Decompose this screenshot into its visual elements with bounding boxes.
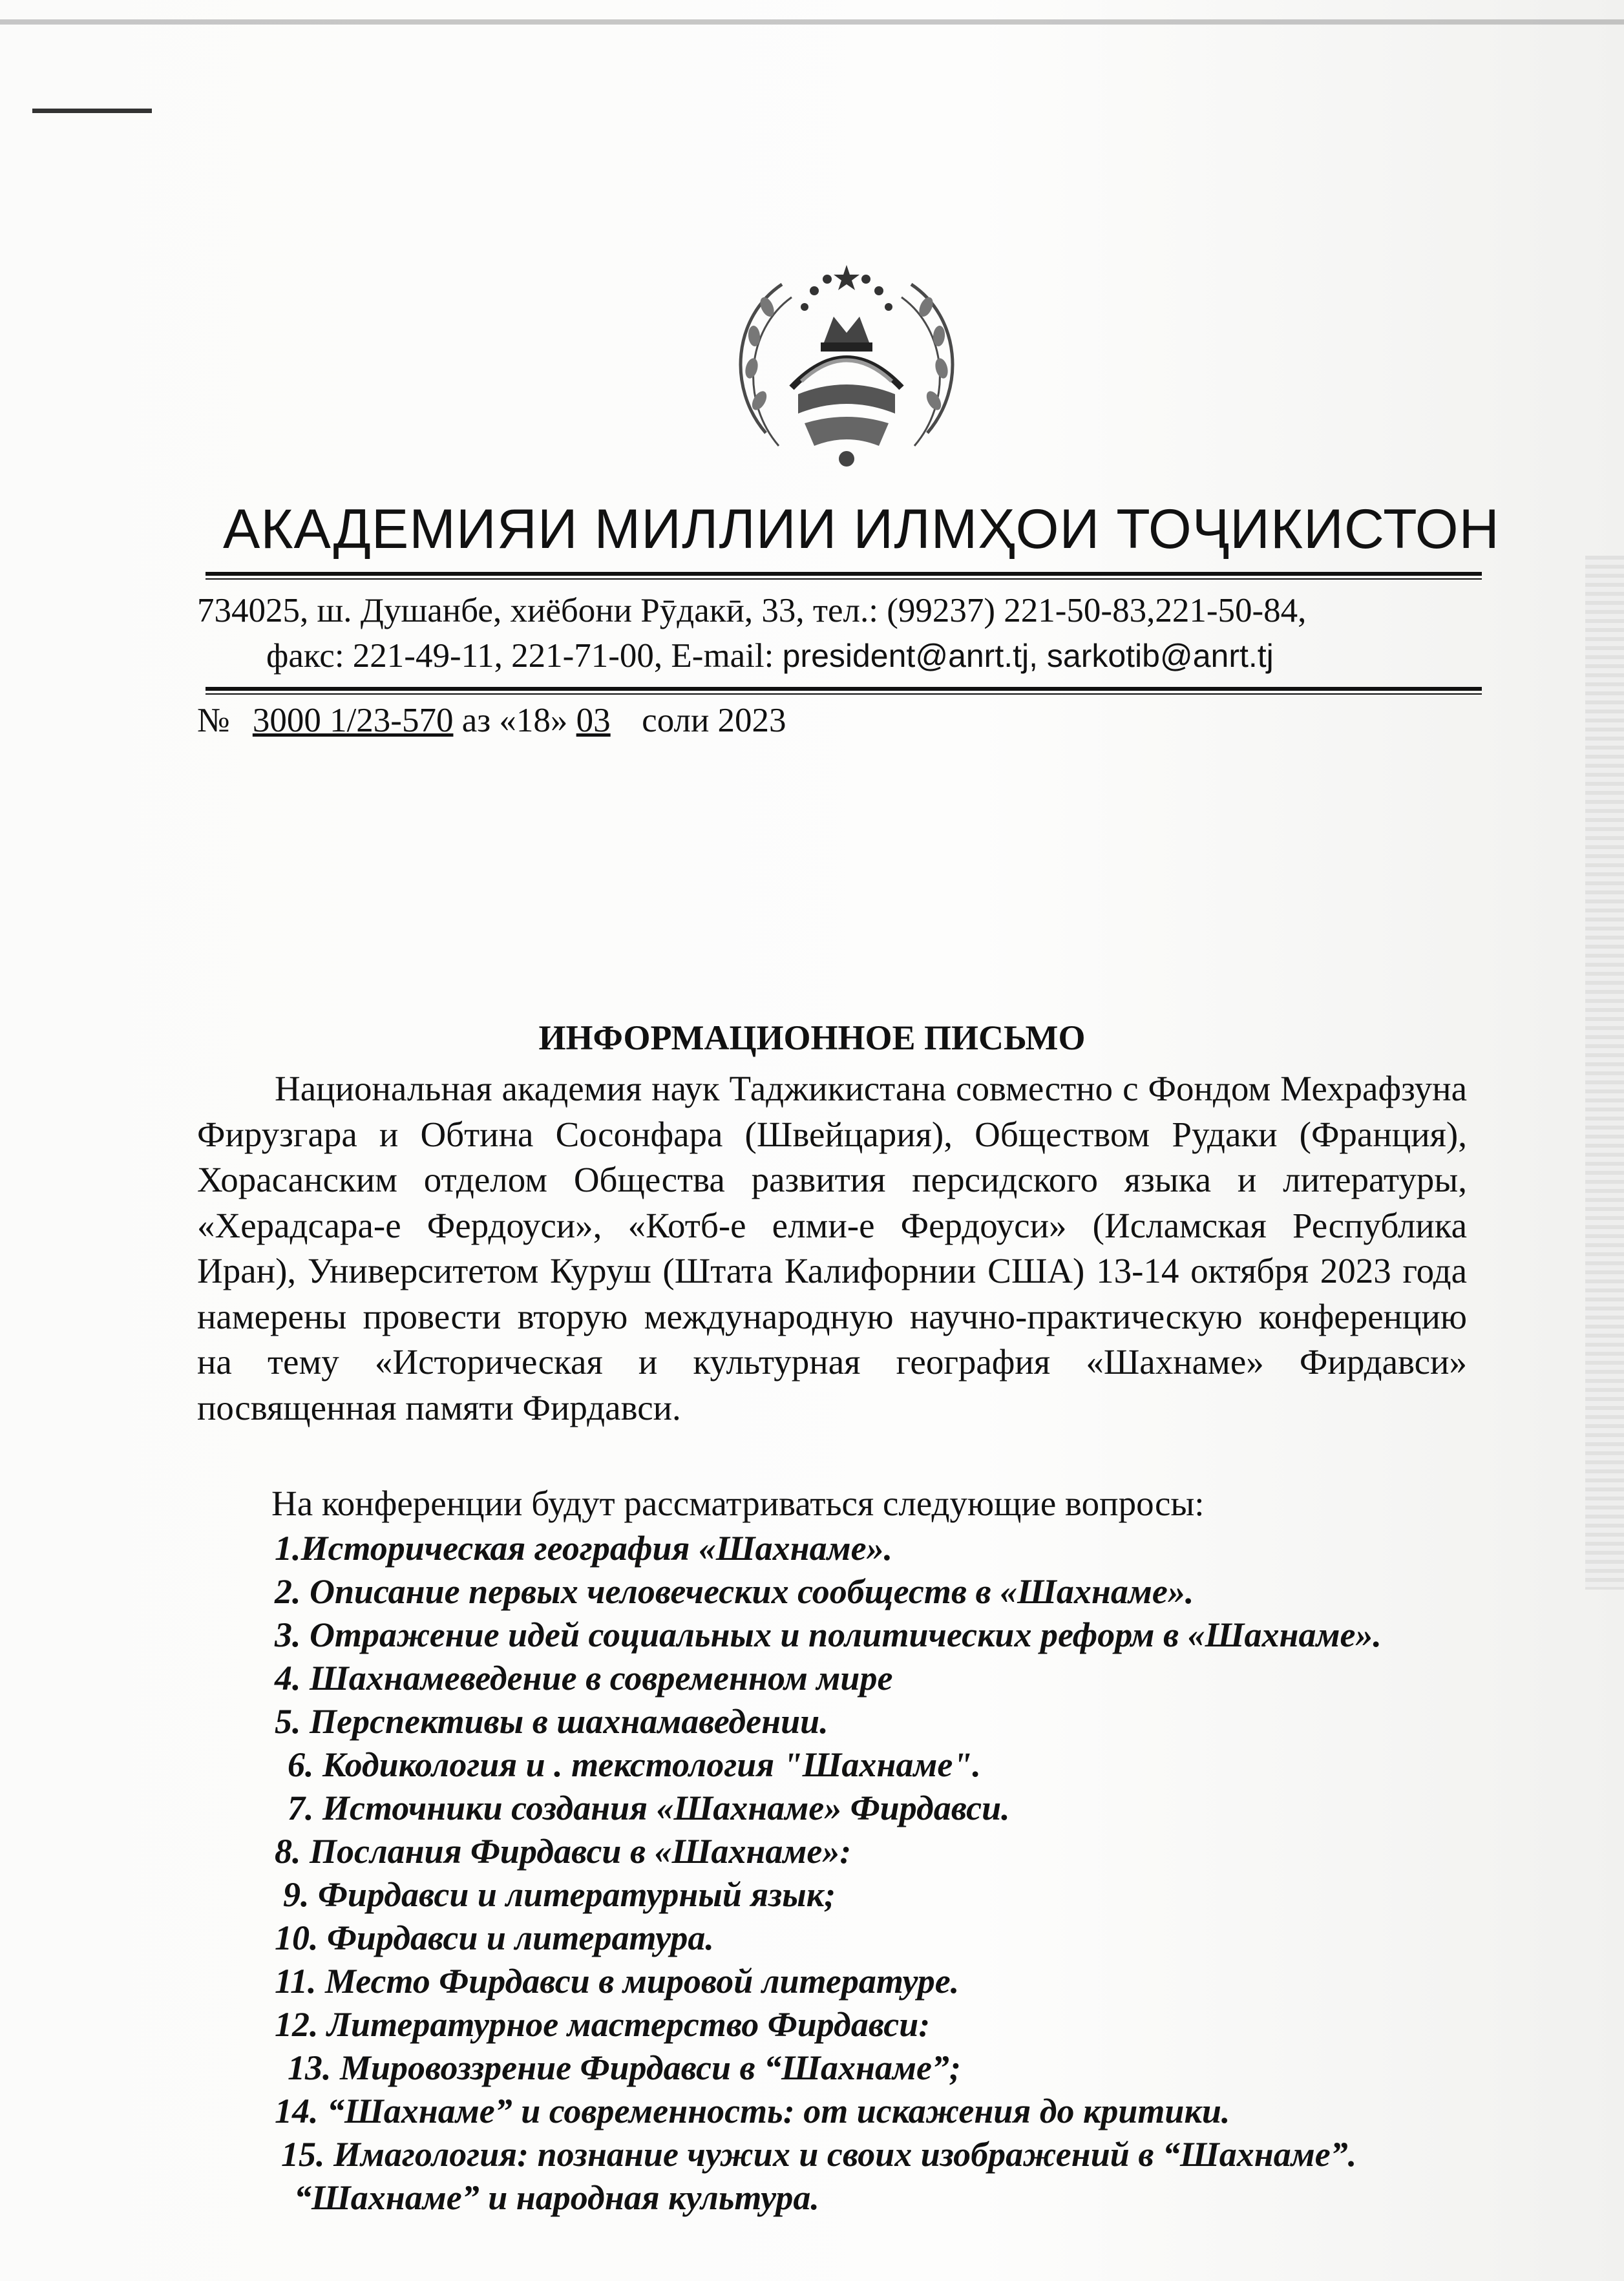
state-emblem-icon: [721, 239, 973, 475]
topic-item: 6. Кодикология и . текстология "Шахнаме".: [288, 1745, 981, 1784]
topic-item: 2. Описание первых человеческих сообществ в «Шахнаме».: [275, 1572, 1194, 1611]
header-rule-top: [206, 572, 1482, 576]
topic-item: 9. Фирдавси и литературный язык;: [283, 1875, 836, 1914]
institution-title: АКАДЕМИЯИ МИЛЛИИ ИЛМҲОИ ТОҶИКИСТОН: [223, 498, 1500, 560]
fax-label: факс: 221-49-11, 221-71-00, E-mail:: [266, 637, 783, 675]
registration-day: «18»: [499, 702, 568, 739]
topic-item: 1.Историческая география «Шахнаме».: [275, 1529, 893, 1568]
letter-title: ИНФОРМАЦИОННОЕ ПИСЬМО: [538, 1018, 1086, 1057]
topic-item: “Шахнаме” и народная культура.: [294, 2178, 819, 2217]
registration-line: [197, 701, 786, 740]
scan-top-edge: [0, 19, 1624, 25]
topic-item: 3. Отражение идей социальных и политических реформ в «Шахнаме».: [275, 1615, 1382, 1654]
topic-item: 5. Перспективы в шахнамаведении.: [275, 1702, 828, 1741]
topic-item: 4. Шахнамеведение в современном мире: [275, 1659, 893, 1698]
address-line: 734025, ш. Душанбе, хиёбони Рӯдакӣ, 33, тел.: (99237) 221-50-83,221-50-84,: [197, 592, 1307, 629]
registration-month: 03: [576, 702, 611, 739]
topic-item: 7. Источники создания «Шахнаме» Фирдавси.: [288, 1789, 1010, 1827]
topics-lead: На конференции будут рассматриваться следующие вопросы:: [271, 1484, 1205, 1523]
topic-item: 15. Имагология: познание чужих и своих изображений в “Шахнаме”.: [281, 2135, 1357, 2174]
intro-paragraph: Национальная академия наук Таджикистана совместно с Фондом Мехрафзуна Фирузгара и Обтина Сосонфара (Швейцария), Обществом Рудаки (Франция), Хорасанским отделом Общества развития персидского языка и литературы, «Херадсара-е Фердоуси», «Котб-е елми-е Фердоуси» (Исламская Республика Иран), Университетом Куруш (Штата Калифорнии США) 13-14 октября 2023 года намерены провести вторую международную научно-практическую конференцию на тему «Историческая и культурная география «Шахнаме» Фирдавси» посвященная памяти Фирдавси.: [197, 1069, 1467, 1427]
number-sign: №: [197, 702, 230, 739]
scan-left-mark: [32, 109, 152, 113]
header-rule-top-thin: [206, 578, 1482, 580]
topic-item: 12. Литературное мастерство Фирдавси:: [275, 2005, 931, 2044]
from-word: аз: [461, 702, 491, 739]
topic-item: 8. Послания Фирдавси в «Шахнаме»:: [275, 1832, 852, 1871]
topic-item: 14. “Шахнаме” и современность: от искажения до критики.: [275, 2092, 1230, 2130]
header-rule-bottom-thin: [206, 693, 1482, 695]
topic-item: 13. Мировоззрение Фирдавси в “Шахнаме”;: [288, 2048, 961, 2087]
header-rule-bottom: [206, 687, 1482, 691]
email-links: president@anrt.tj, sarkotib@anrt.tj: [782, 638, 1274, 674]
contact-line: [266, 636, 1559, 675]
topic-item: 10. Фирдавси и литература.: [275, 1918, 714, 1957]
scan-right-edge: [1585, 556, 1624, 1590]
registration-number: 3000 1/23-570: [252, 702, 454, 739]
registration-year: соли 2023: [642, 702, 786, 739]
topic-item: 11. Место Фирдавси в мировой литературе.: [275, 1962, 960, 2001]
